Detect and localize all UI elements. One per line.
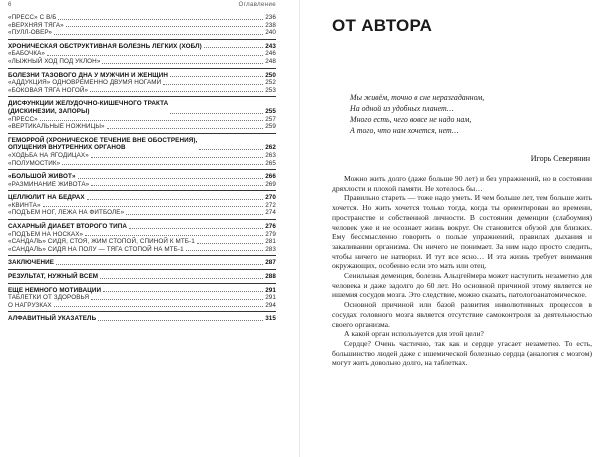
chapter-title: ОТ АВТОРА <box>332 16 433 35</box>
toc-entry-page: 272 <box>265 201 276 209</box>
toc-entry-title: САХАРНЫЙ ДИАБЕТ ВТОРОГО ТИПА <box>8 223 128 231</box>
toc-entry-page: 248 <box>265 57 276 65</box>
toc-entry[interactable] <box>8 246 276 254</box>
running-head <box>8 2 276 12</box>
toc-entry[interactable] <box>8 173 276 181</box>
toc-entry[interactable] <box>8 273 276 281</box>
toc-dot-leader <box>126 214 263 215</box>
toc-group <box>8 287 276 313</box>
toc-entry-page: 263 <box>265 151 276 159</box>
toc-entry[interactable] <box>8 202 276 210</box>
toc-dot-leader <box>102 63 263 64</box>
toc-entry[interactable] <box>8 223 276 231</box>
toc-entry[interactable] <box>8 72 276 80</box>
toc-entry-page: 257 <box>265 115 276 123</box>
toc-dot-leader <box>91 157 263 158</box>
toc-entry[interactable] <box>8 50 276 58</box>
toc-entry-title-continued: ОПУЩЕНИЯ ВНУТРЕННИХ ОРГАНОВ <box>8 144 126 152</box>
toc-entry-page: 238 <box>265 21 276 29</box>
toc-entry[interactable] <box>8 43 276 51</box>
paragraph: Правильно стареть — тоже надо уметь. И чем больше лет, тем больше жить хочется. Но жить хочется только тогда, когда ты ориентирован во времени, пространстве и собственной личности. В состоянии деменции (слабоумия) человек уже и не осознает жизнь вокруг. Он становится обузой для близких. Ему бессмысленно говорить о пользе упражнений, правилах дыхания и закаливании организма. Он ничего не понимает. За ним надо просто следить, чтобы ничего не натворил. И тут все ясно… И эта жизнь требует внимания окружающих, особенно если это мать или отец. <box>332 193 592 271</box>
toc-entry-title: «БАБОЧКА» <box>8 50 45 58</box>
epigraph-line: Много есть, чего вовсе не надо нам, <box>350 115 472 124</box>
toc-group <box>8 173 276 191</box>
toc-entry-page: 255 <box>265 107 276 115</box>
epigraph-author: Игорь Северянин <box>530 154 590 163</box>
toc-dot-leader <box>66 26 263 27</box>
toc-dot-leader <box>40 120 263 121</box>
paragraph: А какой орган используется для этой цели? <box>344 329 484 339</box>
toc-entry-title-block <box>8 100 168 115</box>
toc-entry-title: РЕЗУЛЬТАТ, НУЖНЫЙ ВСЕМ <box>8 273 99 281</box>
toc-dot-leader <box>56 264 263 265</box>
toc-entry-title: «ПРЕСС» С В/Б <box>8 14 57 21</box>
toc-entry-title: ГЕМОРРОЙ (ХРОНИЧЕСКОЕ ТЕЧЕНИЕ ВНЕ ОБОСТРЕНИЯ), <box>8 136 198 144</box>
toc-entry-page: 279 <box>265 230 276 238</box>
toc-dot-leader <box>43 206 264 207</box>
toc-entry-title: ХРОНИЧЕСКАЯ ОБСТРУКТИВНАЯ БОЛЕЗНЬ ЛЕГКИХ (ХОБЛ) <box>8 42 202 50</box>
toc-group <box>8 137 276 170</box>
toc-entry-title: «ПОЛУМОСТИК» <box>8 159 61 167</box>
toc-group <box>8 72 276 98</box>
toc-dot-leader <box>91 185 263 186</box>
toc-entry-title: «ПУЛЛ-ОВЕР» <box>8 29 52 37</box>
toc-entry-page: 236 <box>265 14 276 21</box>
toc-dot-leader <box>199 149 263 150</box>
toc-entry-title: «ЛЫЖНЫЙ ХОД ПОД УКЛОН» <box>8 57 101 65</box>
toc-entry[interactable] <box>8 160 276 168</box>
toc-entry[interactable] <box>8 58 276 66</box>
toc-entry-title: «САНДАЛЬ» СИДЯ, СТОЯ, ЖИМ СТОПОЙ, СПИНОЙ К МТБ-1 <box>8 238 195 246</box>
toc-entry[interactable] <box>8 209 276 217</box>
paragraph: Сердце? Очень частично, так как и сердце угасает незаметно. То есть, большинство людей даже с ишемической болезнью сердца (аналогия с мозгом) могут жить довольно долго, на таблетках. <box>332 338 592 368</box>
toc-group <box>8 14 276 40</box>
toc-entry-title: О НАГРУЗКАХ <box>8 301 52 309</box>
toc-dot-leader <box>58 19 263 20</box>
toc-entry-title: ТАБЛЕТКИ ОТ ЗДОРОВЬЯ <box>8 294 90 302</box>
toc-entry-page: 243 <box>265 42 276 50</box>
toc-entry-page: 288 <box>265 273 276 281</box>
epigraph-line: На одной из удобных планет… <box>350 104 454 113</box>
toc-entry-page: 283 <box>265 245 276 253</box>
toc-entry-page: 259 <box>265 123 276 131</box>
toc-entry-page: 291 <box>265 294 276 302</box>
epigraph-line: Мы живём, точно в сне неразгаданном, <box>350 93 485 102</box>
toc-entry[interactable] <box>8 116 276 124</box>
toc-group <box>8 223 276 256</box>
toc-dot-leader <box>103 291 263 292</box>
preface-body <box>332 174 592 368</box>
toc-entry[interactable] <box>8 123 276 131</box>
toc-entry-page: 262 <box>265 144 276 152</box>
toc-entry-page: 276 <box>265 223 276 231</box>
toc-entry[interactable] <box>8 294 276 302</box>
toc-entry-title: «БОКОВАЯ ТЯГА НОГОЙ» <box>8 86 89 94</box>
toc-entry[interactable] <box>8 87 276 95</box>
toc-entry[interactable] <box>8 181 276 189</box>
toc-entry-title: «ХОДЬБА НА ЯГОДИЦАХ» <box>8 151 89 159</box>
toc-entry-page: 287 <box>265 259 276 267</box>
toc-entry-title: «ПРЕСС» <box>8 115 38 123</box>
table-of-contents <box>8 14 276 328</box>
toc-entry[interactable] <box>8 137 276 152</box>
toc-entry[interactable] <box>8 79 276 87</box>
toc-dot-leader <box>87 199 264 200</box>
toc-dot-leader <box>197 243 263 244</box>
toc-dot-leader <box>170 76 263 77</box>
toc-entry-title: «РАЗМИНАНИЕ ЖИВОТА» <box>8 180 90 188</box>
toc-entry[interactable] <box>8 194 276 202</box>
toc-entry-title: ЗАКЛЮЧЕНИЕ <box>8 259 55 267</box>
toc-entry-page: 281 <box>265 238 276 246</box>
toc-entry[interactable] <box>8 315 276 323</box>
toc-entry-title: ЕЩЕ НЕМНОГО МОТИВАЦИИ <box>8 286 102 294</box>
toc-entry-page: 269 <box>265 180 276 188</box>
toc-entry-title: «ПОДЪЕМ НОГ, ЛЕЖА НА ФИТБОЛЕ» <box>8 209 125 217</box>
toc-dot-leader <box>91 299 263 300</box>
toc-entry-title-block <box>8 137 197 152</box>
toc-entry[interactable] <box>8 100 276 115</box>
toc-dot-leader <box>78 178 264 179</box>
toc-dot-leader <box>85 235 263 236</box>
toc-entry[interactable] <box>8 302 276 310</box>
toc-entry-title: «ВЕРХНЯЯ ТЯГА» <box>8 21 64 29</box>
toc-dot-leader <box>90 91 263 92</box>
toc-entry-title: «САНДАЛЬ» СИДЯ НА ПОЛУ — ТЯГА СТОПОЙ НА МТБ-1 <box>8 245 184 253</box>
toc-entry-title: «ВЕРТИКАЛЬНЫЕ НОЖНИЦЫ» <box>8 123 105 131</box>
toc-entry-page: 266 <box>265 173 276 181</box>
toc-entry-page: 250 <box>265 71 276 79</box>
toc-entry[interactable] <box>8 29 276 37</box>
toc-entry-page: 291 <box>265 286 276 294</box>
toc-dot-leader <box>129 228 263 229</box>
toc-group <box>8 43 276 69</box>
toc-entry-title: «БОЛЬШОЙ ЖИВОТ» <box>8 173 76 181</box>
toc-dot-leader <box>62 164 263 165</box>
toc-dot-leader <box>98 320 263 321</box>
toc-entry-title: АЛФАВИТНЫЙ УКАЗАТЕЛЬ <box>8 315 97 323</box>
toc-entry-page: 274 <box>265 209 276 217</box>
paragraph: Можно жить долго (даже больше 90 лет) и без упражнений, но в состоянии дряхлости и плохой памяти. Не хотелось бы… <box>332 174 592 193</box>
toc-entry-title: «ПОДЪЕМ НА НОСКАХ» <box>8 230 84 238</box>
epigraph-line: А того, что нам хочется, нет… <box>350 126 459 135</box>
toc-entry-page: 252 <box>265 79 276 87</box>
toc-group <box>8 273 276 284</box>
paragraph: Основной причиной или базой развития инволютивных процессов в сосудах головного мозга является отсутствие самоконтроля за деятельностью своего организма. <box>332 300 592 329</box>
toc-entry-title: БОЛЕЗНИ ТАЗОВОГО ДНА У МУЖЧИН И ЖЕНЩИН <box>8 71 169 79</box>
toc-entry-title: ДИСФУНКЦИИ ЖЕЛУДОЧНО-КИШЕЧНОГО ТРАКТА <box>8 100 169 108</box>
page-number: 6 <box>8 2 12 8</box>
toc-entry-page: 315 <box>265 315 276 323</box>
paragraph: Сенильная деменция, болезнь Альцгеймера может наступить незаметно для человека и даже задолго до 60 лет. Но основной причиной этому является не ишемия сосудов мозга. Это следствие, можно сказать, патологоанатомическое. <box>332 271 592 300</box>
toc-entry-page: 270 <box>265 194 276 202</box>
toc-entry[interactable] <box>8 259 276 267</box>
toc-dot-leader <box>47 55 263 56</box>
toc-dot-leader <box>107 128 264 129</box>
right-page-preface <box>300 0 600 457</box>
toc-entry[interactable] <box>8 22 276 30</box>
toc-dot-leader <box>54 34 263 35</box>
running-head-title: Оглавление <box>238 2 276 8</box>
toc-entry-page: 246 <box>265 50 276 58</box>
toc-dot-leader <box>204 47 263 48</box>
toc-entry-title-continued: (ДИСКИНЕЗИИ, ЗАПОРЫ) <box>8 107 90 115</box>
toc-entry[interactable] <box>8 152 276 160</box>
toc-group <box>8 194 276 220</box>
toc-entry[interactable] <box>8 14 276 22</box>
toc-dot-leader <box>186 250 263 251</box>
toc-entry[interactable] <box>8 238 276 246</box>
toc-entry-title: «КВИНТА» <box>8 201 41 209</box>
epigraph <box>350 92 590 136</box>
toc-group <box>8 315 276 325</box>
toc-dot-leader <box>163 84 263 85</box>
toc-group <box>8 259 276 270</box>
toc-entry-title: ЦЕЛЛЮЛИТ НА БЕДРАХ <box>8 194 85 202</box>
toc-dot-leader <box>100 278 263 279</box>
toc-group <box>8 100 276 133</box>
toc-entry-title: «АДДУКЦИЯ» ОДНОВРЕМЕННО ДВУМЯ НОГАМИ <box>8 79 162 87</box>
toc-entry-page: 265 <box>265 159 276 167</box>
toc-entry-page: 253 <box>265 86 276 94</box>
toc-entry-page: 240 <box>265 29 276 37</box>
toc-dot-leader <box>54 306 263 307</box>
toc-entry[interactable] <box>8 287 276 295</box>
toc-entry-page: 294 <box>265 301 276 309</box>
toc-dot-leader <box>170 113 263 114</box>
